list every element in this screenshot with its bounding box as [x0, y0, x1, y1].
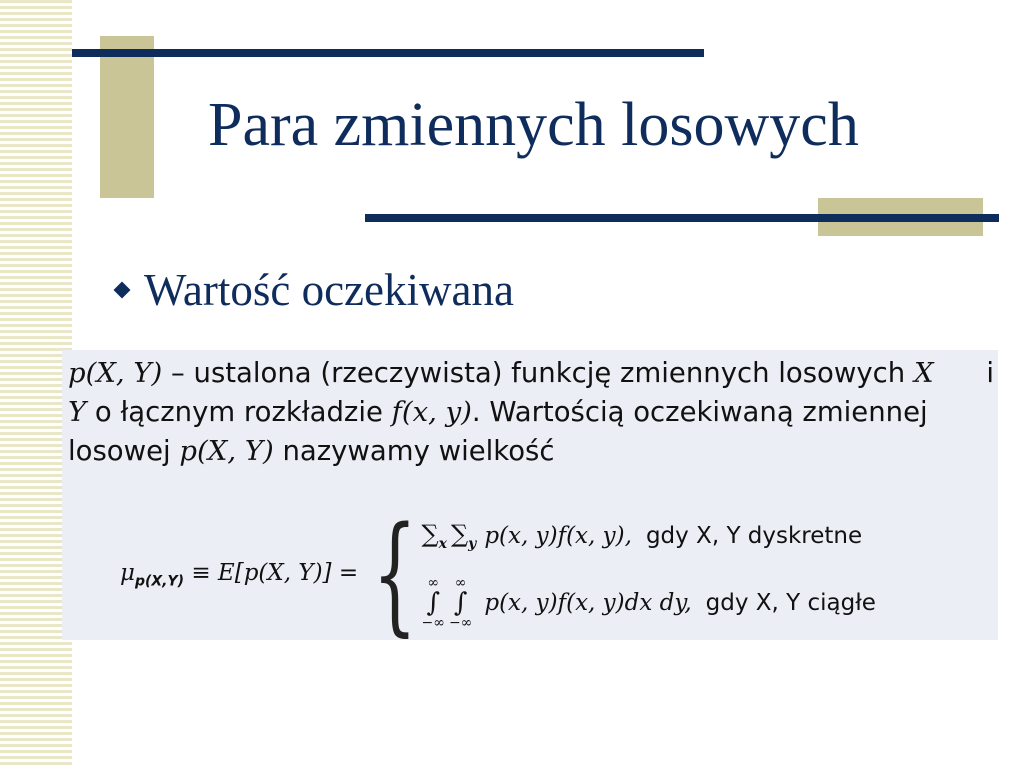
- math-term: p(X, Y): [68, 357, 163, 389]
- sum-y: [451, 520, 476, 552]
- olive-vertical-block: [100, 36, 154, 198]
- integral-x: [422, 576, 445, 630]
- bullet-text: Wartość oczekiwana: [144, 265, 514, 315]
- text-run: nazywamy wielkość: [273, 435, 555, 467]
- definition-line-3: [68, 432, 994, 471]
- integral-y: [449, 576, 472, 630]
- definition-line-2: [68, 393, 994, 432]
- case1-expression: p(x, y)f(x, y),: [484, 522, 632, 549]
- case-continuous: [422, 576, 876, 630]
- case2-expression: p(x, y)f(x, y)dx dy,: [484, 589, 692, 616]
- text-run: o łącznym rozkładzie: [86, 396, 392, 428]
- math-term: p(X, Y): [179, 435, 274, 467]
- text-run: – ustalona (rzeczywista) funkcję zmiennych losowych: [162, 357, 914, 389]
- slide-title: Para zmiennych losowych: [208, 91, 859, 159]
- bottom-rule: [365, 214, 999, 222]
- integral-sign-icon: ∫: [426, 587, 440, 618]
- definition-paragraph: [68, 354, 994, 471]
- sum-subscript-x: x: [438, 535, 448, 552]
- integral-sign-icon: ∫: [453, 587, 468, 618]
- integral-lower-limit: −∞: [448, 614, 473, 631]
- formula-box: [62, 350, 998, 649]
- integral-upper-limit: ∞: [427, 574, 440, 591]
- integral-lower-limit: −∞: [421, 614, 445, 631]
- integral-upper-limit: ∞: [454, 574, 467, 591]
- sum-x: [422, 520, 448, 552]
- text-run: . Wartością oczekiwaną zmiennej: [471, 396, 928, 428]
- mu-subscript: p(X,Y): [134, 573, 185, 590]
- equation-cases: [422, 520, 876, 630]
- case-discrete: [422, 520, 876, 552]
- diamond-bullet-icon: [114, 282, 131, 299]
- case1-condition: gdy X, Y dyskretne: [645, 522, 863, 549]
- lhs-expression: ≡ E[p(X, Y)] =: [184, 560, 359, 587]
- left-brace-icon: {: [372, 500, 418, 649]
- equation-lhs: [120, 560, 358, 590]
- case2-condition: gdy X, Y ciągłe: [705, 589, 876, 616]
- sum-sign-icon: ∑: [421, 520, 439, 549]
- math-term: X: [913, 357, 934, 389]
- math-term: f(x, y): [391, 396, 472, 428]
- expected-value-equation: [120, 500, 876, 649]
- top-rule: [72, 49, 704, 57]
- definition-line-1: [68, 354, 994, 393]
- text-run: i: [986, 357, 994, 389]
- text-run: losowej: [68, 435, 180, 467]
- math-term: Y: [68, 396, 87, 428]
- mu-symbol: μ: [120, 560, 135, 587]
- sum-sign-icon: ∑: [451, 520, 469, 549]
- sum-subscript-y: y: [468, 535, 477, 552]
- bullet-item: [110, 264, 514, 316]
